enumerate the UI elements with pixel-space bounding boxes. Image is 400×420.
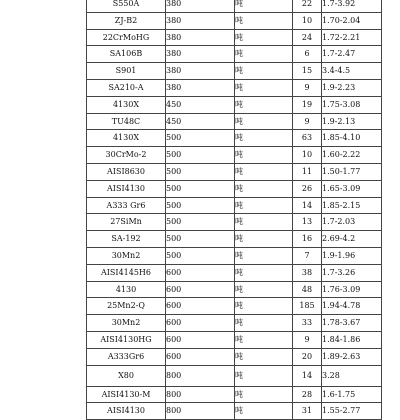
count-cell[interactable]: 14 [293,197,322,214]
grade-cell[interactable]: ZJ-B2 [87,12,166,29]
grade-cell[interactable]: AISI4130 [87,180,166,197]
grade-cell[interactable]: AISI8630 [87,163,166,180]
tonnage-cell[interactable]: 600 [166,331,235,348]
tonnage-cell[interactable]: 800 [166,365,235,386]
count-cell[interactable]: 19 [293,96,322,113]
count-cell[interactable]: 9 [293,331,322,348]
count-cell[interactable]: 28 [293,386,322,403]
tonnage-cell[interactable]: 800 [166,386,235,403]
spec-range-cell[interactable]: 1.50-1.77 [322,163,382,180]
spec-range-cell[interactable]: 3.4-4.5 [322,63,382,80]
unit-cell[interactable]: 吨 [235,79,293,96]
unit-cell[interactable]: 吨 [235,96,293,113]
tonnage-cell[interactable]: 500 [166,231,235,248]
unit-cell[interactable]: 吨 [235,365,293,386]
tonnage-cell[interactable]: 600 [166,315,235,332]
spec-range-cell[interactable]: 1.55-2.77 [322,403,382,420]
spec-range-cell[interactable]: 1.94-4.78 [322,298,382,315]
table-row [87,180,382,197]
grade-cell[interactable]: 30CrMo-2 [87,147,166,164]
table-row [87,281,382,298]
grade-cell[interactable]: 27SiMn [87,214,166,231]
unit-cell[interactable]: 吨 [235,63,293,80]
table-row [87,79,382,96]
spec-range-cell[interactable]: 1.9-1.96 [322,247,382,264]
table-row [87,386,382,403]
unit-cell[interactable]: 吨 [235,247,293,264]
grade-cell[interactable]: TU48C [87,113,166,130]
grade-cell[interactable]: A333Gr6 [87,348,166,365]
count-cell[interactable]: 38 [293,264,322,281]
spec-range-cell[interactable]: 1.70-2.04 [322,12,382,29]
unit-cell[interactable]: 吨 [235,403,293,420]
tonnage-cell[interactable]: 380 [166,12,235,29]
tonnage-cell[interactable]: 380 [166,29,235,46]
count-cell[interactable]: 26 [293,180,322,197]
count-cell[interactable]: 9 [293,113,322,130]
tonnage-cell[interactable]: 600 [166,281,235,298]
table-row [87,29,382,46]
steel-grade-table [86,0,382,420]
count-cell[interactable]: 22 [293,0,322,12]
count-cell[interactable]: 15 [293,63,322,80]
unit-cell[interactable]: 吨 [235,180,293,197]
count-cell[interactable]: 20 [293,348,322,365]
spec-range-cell[interactable]: 1.85-2.15 [322,197,382,214]
tonnage-cell[interactable]: 450 [166,113,235,130]
tonnage-cell[interactable]: 500 [166,163,235,180]
grade-cell[interactable]: SA-192 [87,231,166,248]
table-row [87,197,382,214]
unit-cell[interactable]: 吨 [235,298,293,315]
tonnage-cell[interactable]: 500 [166,130,235,147]
table-row [87,331,382,348]
unit-cell[interactable]: 吨 [235,12,293,29]
table-body [87,0,382,420]
grade-cell[interactable]: 4130 [87,281,166,298]
count-cell[interactable]: 7 [293,247,322,264]
spec-range-cell[interactable]: 1.78-3.67 [322,315,382,332]
tonnage-cell[interactable]: 800 [166,403,235,420]
unit-cell[interactable]: 吨 [235,29,293,46]
table-row [87,130,382,147]
count-cell[interactable]: 33 [293,315,322,332]
table-row [87,147,382,164]
grade-cell[interactable]: AISI4145H6 [87,264,166,281]
count-cell[interactable]: 6 [293,46,322,63]
spec-range-cell[interactable]: 1.9-2.23 [322,79,382,96]
grade-cell[interactable]: 25Mn2-Q [87,298,166,315]
count-cell[interactable]: 10 [293,12,322,29]
table-row [87,113,382,130]
grade-cell[interactable]: 30Mn2 [87,247,166,264]
unit-cell[interactable]: 吨 [235,147,293,164]
spec-range-cell[interactable]: 1.85-4.10 [322,130,382,147]
unit-cell[interactable]: 吨 [235,348,293,365]
tonnage-cell[interactable]: 600 [166,264,235,281]
grade-cell[interactable]: X80 [87,365,166,386]
tonnage-cell[interactable]: 600 [166,348,235,365]
table-row [87,214,382,231]
spec-range-cell[interactable]: 1.9-2.13 [322,113,382,130]
count-cell[interactable]: 185 [293,298,322,315]
unit-cell[interactable]: 吨 [235,0,293,12]
spec-range-cell[interactable]: 1.65-3.09 [322,180,382,197]
table-row [87,96,382,113]
table-row [87,348,382,365]
spec-range-cell[interactable]: 1.7-3.26 [322,264,382,281]
unit-cell[interactable]: 吨 [235,331,293,348]
table-row [87,403,382,420]
count-cell[interactable]: 31 [293,403,322,420]
table-row [87,264,382,281]
spec-range-cell[interactable]: 1.72-2.21 [322,29,382,46]
tonnage-cell[interactable]: 500 [166,180,235,197]
tonnage-cell[interactable]: 500 [166,147,235,164]
unit-cell[interactable]: 吨 [235,46,293,63]
table-row [87,12,382,29]
count-cell[interactable]: 63 [293,130,322,147]
grade-cell[interactable]: 4130X [87,130,166,147]
table-row [87,315,382,332]
unit-cell[interactable]: 吨 [235,214,293,231]
spec-range-cell[interactable]: 1.6-1.75 [322,386,382,403]
grade-cell[interactable]: S550A [87,0,166,12]
tonnage-cell[interactable]: 380 [166,63,235,80]
unit-cell[interactable]: 吨 [235,197,293,214]
grade-cell[interactable]: 30Mn2 [87,315,166,332]
tonnage-cell[interactable]: 380 [166,79,235,96]
spec-range-cell[interactable]: 1.7-2.47 [322,46,382,63]
spec-range-cell[interactable]: 1.75-3.08 [322,96,382,113]
unit-cell[interactable]: 吨 [235,281,293,298]
table-row [87,46,382,63]
tonnage-cell[interactable]: 600 [166,298,235,315]
spec-range-cell[interactable]: 3.28 [322,365,382,386]
count-cell[interactable]: 48 [293,281,322,298]
grade-cell[interactable]: SA210-A [87,79,166,96]
count-cell[interactable]: 14 [293,365,322,386]
table-row [87,0,382,12]
spec-range-cell[interactable]: 1.7-3.92 [322,0,382,12]
grade-cell[interactable]: A333 Gr6 [87,197,166,214]
count-cell[interactable]: 10 [293,147,322,164]
table-row [87,298,382,315]
unit-cell[interactable]: 吨 [235,231,293,248]
spec-range-cell[interactable]: 1.84-1.86 [322,331,382,348]
table-row [87,247,382,264]
unit-cell[interactable]: 吨 [235,163,293,180]
table-row [87,163,382,180]
spec-range-cell[interactable]: 1.76-3.09 [322,281,382,298]
grade-cell[interactable]: 4130X [87,96,166,113]
table-row [87,231,382,248]
grade-cell[interactable]: AISI4130-M [87,386,166,403]
count-cell[interactable]: 16 [293,231,322,248]
spec-range-cell[interactable]: 1.7-2.03 [322,214,382,231]
tonnage-cell[interactable]: 500 [166,214,235,231]
grade-cell[interactable]: S901 [87,63,166,80]
unit-cell[interactable]: 吨 [235,264,293,281]
grade-cell[interactable]: SA106B [87,46,166,63]
grade-cell[interactable]: AISI4130 [87,403,166,420]
unit-cell[interactable]: 吨 [235,130,293,147]
tonnage-cell[interactable]: 380 [166,0,235,12]
grade-cell[interactable]: 22CrMoHG [87,29,166,46]
table-row [87,365,382,386]
unit-cell[interactable]: 吨 [235,113,293,130]
tonnage-cell[interactable]: 500 [166,197,235,214]
tonnage-cell[interactable]: 450 [166,96,235,113]
unit-cell[interactable]: 吨 [235,386,293,403]
spec-range-cell[interactable]: 1.60-2.22 [322,147,382,164]
tonnage-cell[interactable]: 500 [166,247,235,264]
count-cell[interactable]: 9 [293,79,322,96]
unit-cell[interactable]: 吨 [235,315,293,332]
count-cell[interactable]: 13 [293,214,322,231]
count-cell[interactable]: 24 [293,29,322,46]
spec-range-cell[interactable]: 1.89-2.63 [322,348,382,365]
spec-range-cell[interactable]: 2.69-4.2 [322,231,382,248]
count-cell[interactable]: 11 [293,163,322,180]
table-row [87,63,382,80]
tonnage-cell[interactable]: 380 [166,46,235,63]
grade-cell[interactable]: AISI4130HG [87,331,166,348]
